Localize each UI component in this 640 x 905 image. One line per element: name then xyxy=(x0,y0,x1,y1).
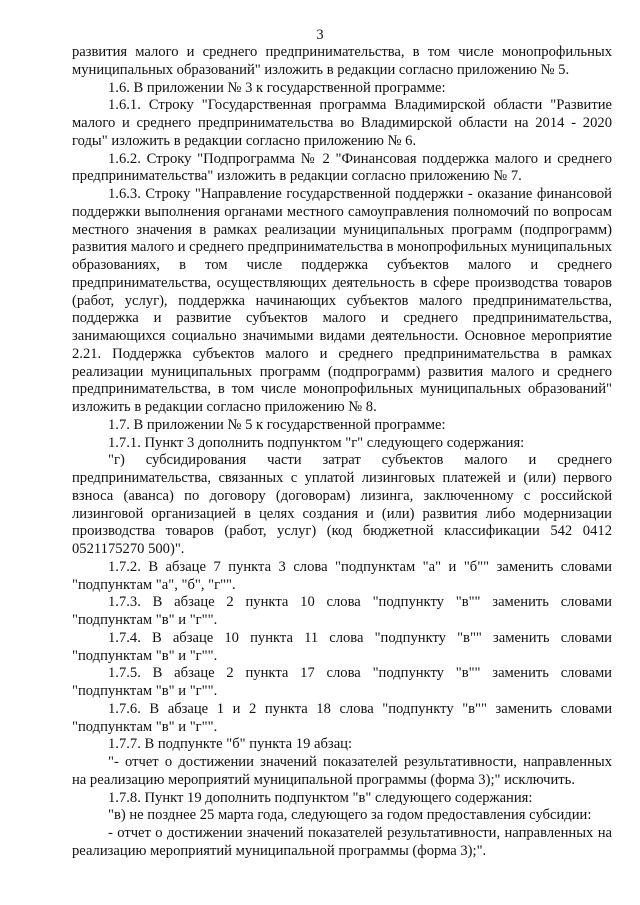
paragraph-18: - отчет о достижении значений показателей результативности, направленных на реализацию мероприятий муниципальной программы (форма 3);". xyxy=(72,825,612,859)
paragraph-15: "- отчет о достижении значений показателей результативности, направленных на реализацию мероприятий муниципальной программы (форма 3);" исключить. xyxy=(72,754,612,788)
paragraph-16: 1.7.8. Пункт 19 дополнить подпунктом "в" следующего содержания: xyxy=(108,789,533,806)
paragraph-13: 1.7.6. В абзаце 1 и 2 пункта 18 слова "подпункту "в"" заменить словами "подпунктам "в" и "г"". xyxy=(72,700,612,735)
paragraph-4: 1.6.2. Строку "Подпрограмма № 2 "Финансовая поддержка малого и среднего предпринимательства" изложить в редакции согласно приложению № 7. xyxy=(72,150,612,185)
paragraph-10: 1.7.3. В абзаце 2 пункта 10 слова "подпункту "в"" заменить словами "подпунктам "в" и "г"". xyxy=(72,594,612,628)
paragraph-2: 1.6. В приложении № 3 к государственной программе: xyxy=(108,79,446,96)
paragraph-5: 1.6.3. Строку "Направление государственной поддержки - оказание финансовой поддержки выполнения органами местного самоуправления полномочий по вопросам местного значения в рамках реализации муниципальных программ (подпрограмм) развития малого и среднего предпринимательства в монопрофильных муниципальных образованиях, в том числе поддержка субъектов малого и среднего предпринимательства, осуществляющих деятельность в сфере производства товаров (работ, услуг), поддержка начинающих субъектов малого предпринимательства, поддержка и развитие субъектов малого и среднего предпринимательства, занимающихся социально значимыми видами деятельности. Основное мероприятие 2.21. Поддержка субъектов малого и среднего предпринимательства в рамках реализации муниципальных программ (подпрограмм) развития малого и среднего предпринимательства, в том числе монопрофильных муниципальных образований" изложить в редакции согласно приложению № 8. xyxy=(72,186,612,415)
paragraph-14: 1.7.7. В подпункте "б" пункта 19 абзац: xyxy=(108,736,353,753)
paragraph-12: 1.7.5. В абзаце 2 пункта 17 слова "подпункту "в"" заменить словами "подпунктам "в" и "г"". xyxy=(72,665,612,699)
page-number: 3 xyxy=(316,27,324,43)
paragraph-6: 1.7. В приложении № 5 к государственной программе: xyxy=(108,416,446,433)
document-body xyxy=(72,44,612,861)
paragraph-1: развития малого и среднего предпринимательства, в том числе монопрофильных муниципальных образований" изложить в редакции согласно приложению № 5. xyxy=(72,44,612,78)
paragraph-7: 1.7.1. Пункт 3 дополнить подпунктом "г" следующего содержания: xyxy=(108,434,525,451)
paragraph-9: 1.7.2. В абзаце 7 пункта 3 слова "подпунктам "а" и "б"" заменить словами "подпунктам "а", "б", "г"". xyxy=(72,558,612,593)
paragraph-3: 1.6.1. Строку "Государственная программа Владимирской области "Развитие малого и среднего предпринимательства во Владимирской области на 2014 - 2020 годы" изложить в редакции согласно приложению № 6. xyxy=(72,97,612,149)
paragraph-8: "г) субсидирования части затрат субъектов малого и среднего предпринимательства, связанных с уплатой лизинговых платежей и (или) первого взноса (аванса) по договору (договорам) лизинга, заключенному с российской лизинговой организацией в целях создания и (или) развития либо модернизации производства товаров (работ, услуг) (код бюджетной классификации 542 0412 0521175270 500)". xyxy=(72,452,612,557)
paragraph-17: "в) не позднее 25 марта года, следующего за годом предоставления субсидии: xyxy=(108,807,592,824)
paragraph-11: 1.7.4. В абзаце 10 пункта 11 слова "подпункту "в"" заменить словами "подпунктам "в" и "г"". xyxy=(72,629,612,664)
